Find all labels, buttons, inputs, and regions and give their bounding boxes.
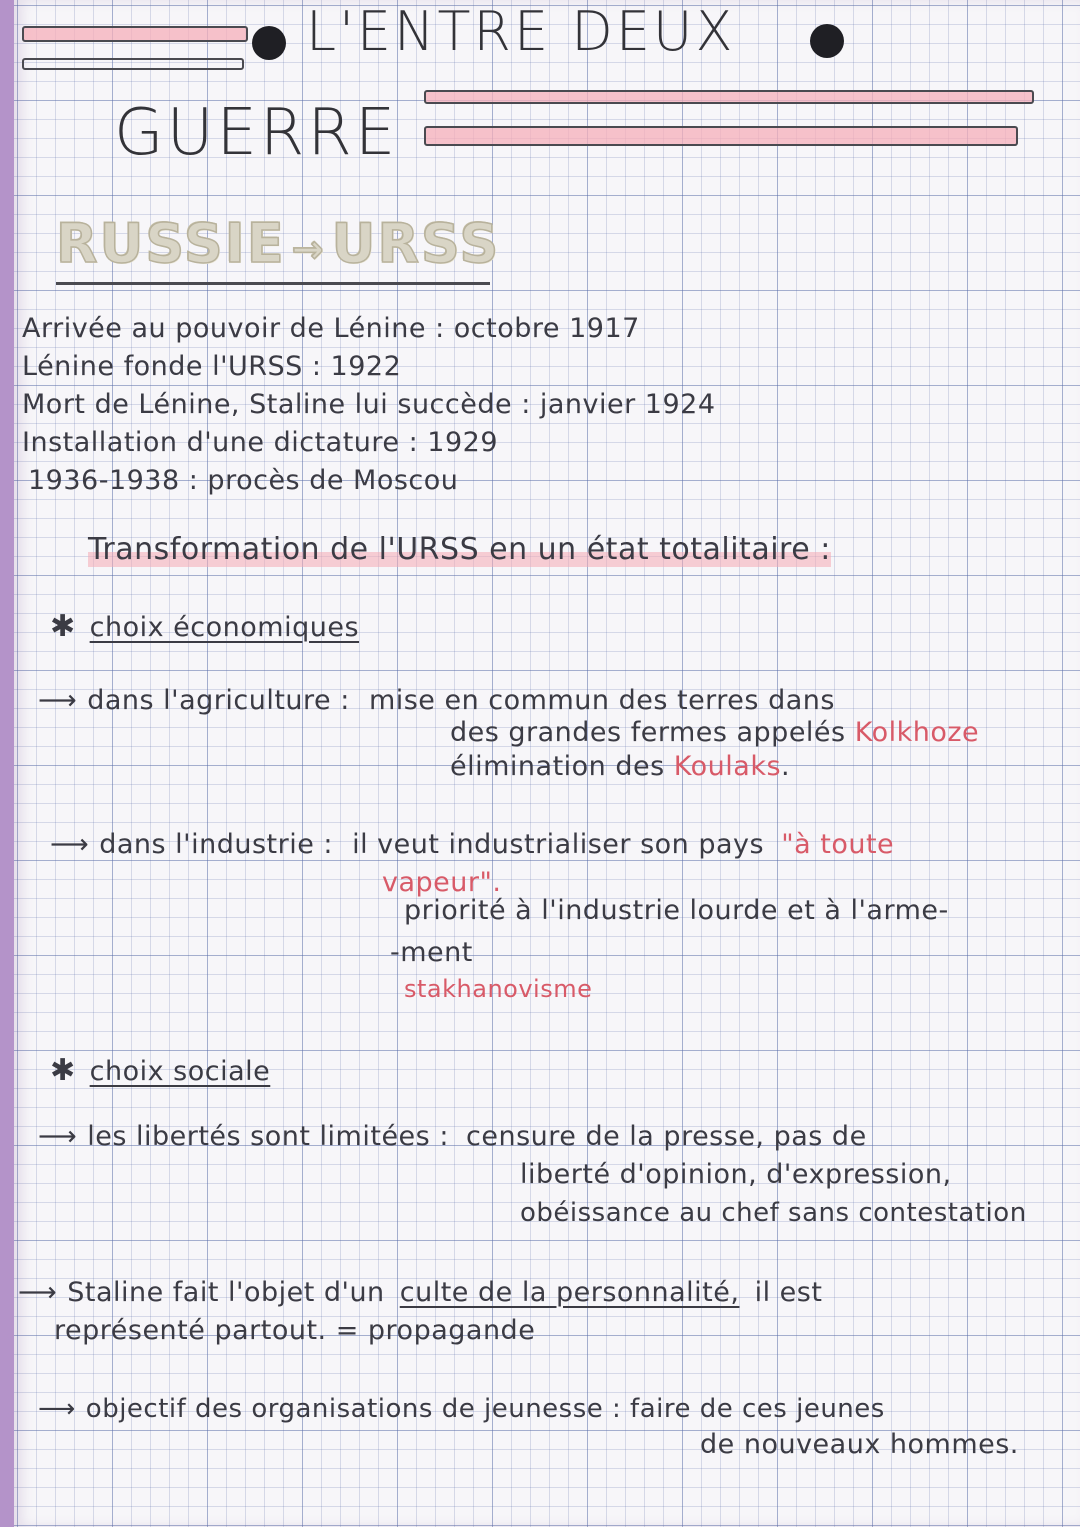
header-bar-right bbox=[424, 90, 1034, 104]
culte-line2: représenté partout. = propagande bbox=[54, 1315, 536, 1346]
arrow-icon: ⟶ bbox=[50, 829, 90, 860]
section-title-part1: RUSSIE bbox=[56, 212, 286, 275]
header-bar-left bbox=[22, 58, 244, 70]
title-line1: L'ENTRE DEUX bbox=[306, 0, 736, 63]
binder-hole-right bbox=[810, 24, 844, 58]
notebook-page bbox=[14, 0, 1080, 1527]
chronology-item: Lénine fonde l'URSS : 1922 bbox=[22, 351, 402, 382]
social-heading-text: choix sociale bbox=[89, 1056, 271, 1087]
arrow-icon: ⟶ bbox=[38, 1394, 76, 1424]
industry-label: dans l'industrie : bbox=[99, 829, 333, 860]
header-bar-top-left bbox=[22, 26, 248, 42]
libertes-text2: liberté d'opinion, d'expression, bbox=[520, 1159, 952, 1190]
chronology-item: Installation d'une dictature : 1929 bbox=[22, 427, 499, 458]
economic-heading-text: choix économiques bbox=[89, 612, 360, 643]
kolkhoze-term: Kolkhoze bbox=[854, 717, 980, 748]
libertes-text1: censure de la presse, pas de bbox=[466, 1121, 867, 1152]
culte-underlined: culte de la personnalité, bbox=[399, 1277, 740, 1308]
asterisk-icon: ✱ bbox=[50, 609, 76, 644]
libertes-line1 bbox=[38, 1120, 867, 1154]
section-title bbox=[56, 212, 500, 281]
industry-text3: -ment bbox=[390, 937, 473, 968]
industry-quote1: "à toute bbox=[781, 829, 895, 860]
subtitle: Transformation de l'URSS en un état totalitaire : bbox=[88, 530, 831, 570]
culte-before: Staline fait l'objet d'un bbox=[67, 1277, 385, 1308]
jeunesse-line1 bbox=[38, 1392, 885, 1426]
arrow-icon: ⟶ bbox=[38, 685, 78, 716]
industry-quote2: vapeur". bbox=[382, 867, 502, 898]
agriculture-line3 bbox=[450, 750, 790, 784]
asterisk-icon: ✱ bbox=[50, 1053, 76, 1088]
binder-hole-left bbox=[252, 26, 286, 60]
arrow-icon: ⟶ bbox=[38, 1121, 78, 1152]
social-heading bbox=[50, 1054, 270, 1089]
culte-line1 bbox=[18, 1276, 822, 1310]
chronology-item: Arrivée au pouvoir de Lénine : octobre 1917 bbox=[22, 313, 640, 344]
economic-heading bbox=[50, 610, 359, 645]
chronology-item: Mort de Lénine, Staline lui succède : janvier 1924 bbox=[22, 389, 716, 420]
stakhanovisme-term: stakhanovisme bbox=[404, 975, 593, 1003]
agriculture-line2 bbox=[450, 716, 979, 750]
agriculture-end: . bbox=[781, 751, 791, 782]
jeunesse-line2: de nouveaux hommes. bbox=[700, 1429, 1019, 1460]
agriculture-text1: mise en commun des terres dans bbox=[368, 685, 835, 716]
agriculture-label: dans l'agriculture : bbox=[87, 685, 350, 716]
culte-after: il est bbox=[754, 1277, 823, 1308]
chronology-item: 1936-1938 : procès de Moscou bbox=[28, 465, 459, 496]
arrow-icon: → bbox=[291, 227, 326, 271]
arrow-icon: ⟶ bbox=[18, 1277, 58, 1308]
libertes-text3: obéissance au chef sans contestation bbox=[520, 1198, 1027, 1228]
koulaks-term: Koulaks bbox=[673, 751, 782, 782]
industry-text1: il veut industrialiser son pays bbox=[352, 829, 765, 860]
agriculture-text3: élimination des bbox=[450, 751, 665, 782]
industry-text2: priorité à l'industrie lourde et à l'arme- bbox=[404, 895, 949, 926]
jeunesse-text1: objectif des organisations de jeunesse : faire de ces jeunes bbox=[85, 1394, 885, 1424]
title-line2: GUERRE bbox=[114, 96, 399, 170]
section-underline bbox=[56, 282, 490, 285]
header-bar-right-2 bbox=[424, 126, 1018, 146]
libertes-label: les libertés sont limitées : bbox=[87, 1121, 449, 1152]
industry-line1 bbox=[50, 828, 894, 862]
agriculture-text2: des grandes fermes appelés bbox=[450, 717, 846, 748]
agriculture-line1 bbox=[38, 684, 835, 718]
section-title-part2: URSS bbox=[331, 212, 501, 275]
